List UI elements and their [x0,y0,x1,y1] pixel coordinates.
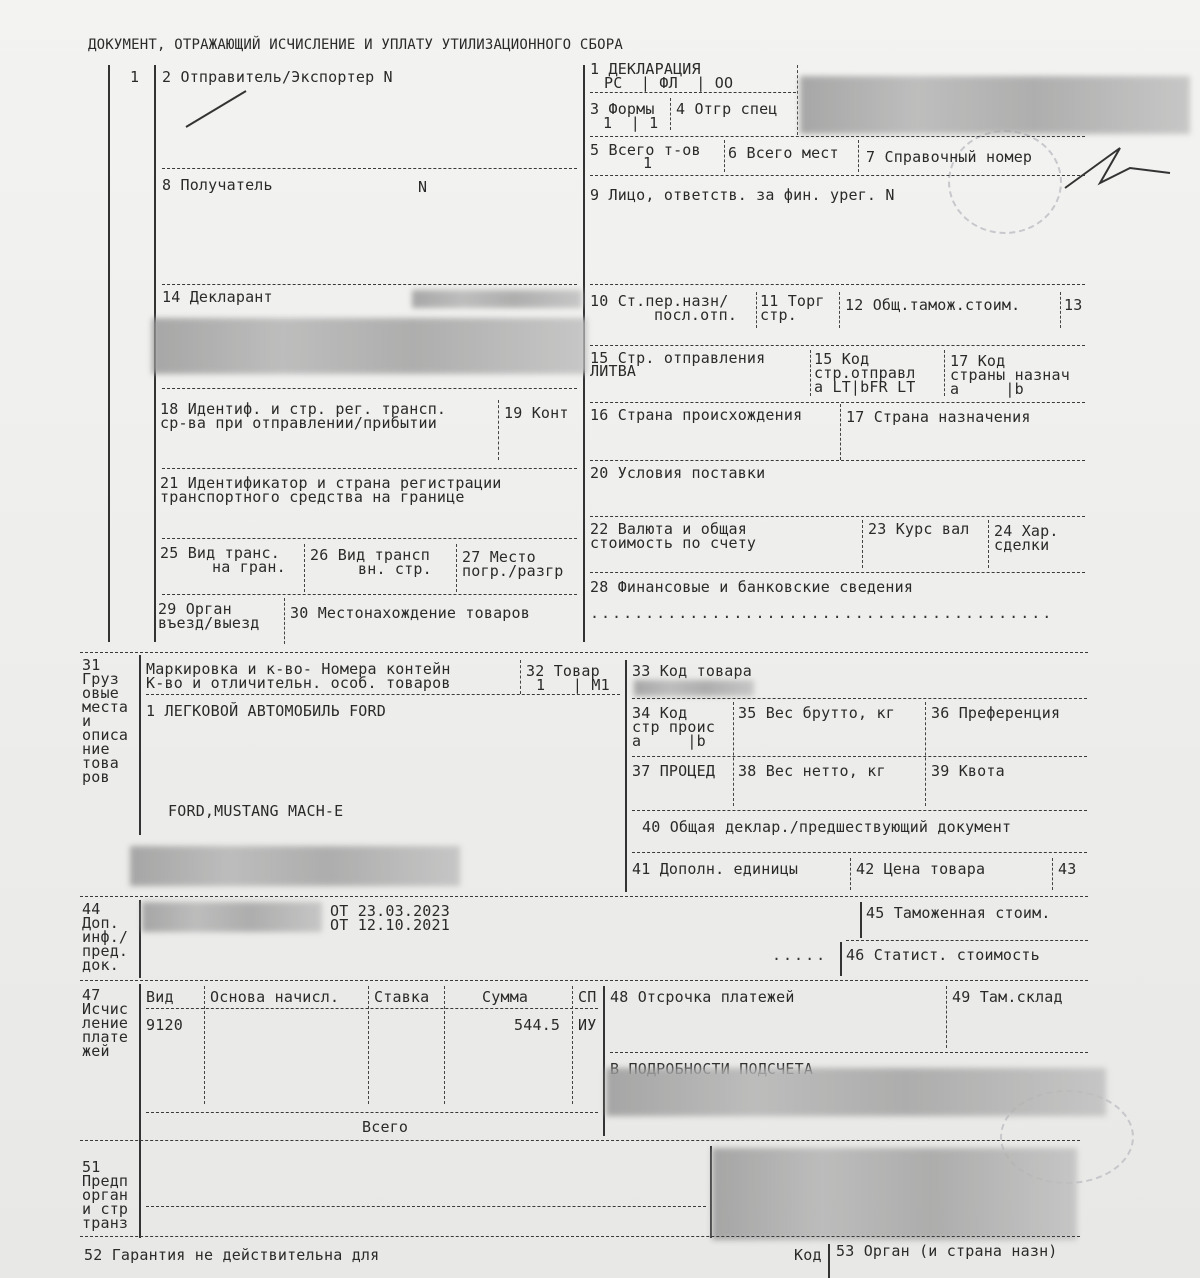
field-34-sub: стр проис [632,718,716,736]
field-13-label: 13 [1064,296,1083,314]
field-47-stavka: Ставка [374,988,430,1006]
payment-amount: 544.5 [514,1016,561,1034]
field-51-label-1: 51 [82,1158,101,1176]
goods-description: 1 ЛЕГКОВОЙ АВТОМОБИЛЬ FORD [146,702,386,720]
field-39-label: 39 Квота [931,762,1005,780]
field-52-code: Код [794,1246,822,1264]
field-47-label-2: Исчис [82,1000,129,1018]
divider [456,544,457,592]
field-29-sub: въезд/выезд [158,614,260,632]
field-48-label: 48 Отсрочка платежей [610,988,795,1006]
field-53-label: 53 Орган (и страна назн) [836,1242,1058,1260]
field-44-label-1: 44 [82,900,101,918]
field-5-value: 1 [643,154,653,172]
divider [162,468,577,469]
divider [944,350,945,396]
redacted-field [712,1148,1077,1240]
field-44-label-3: инф./ [82,928,129,946]
field-47-osnova: Основа начисл. [210,988,340,1006]
frame-line [139,900,141,978]
divider [590,175,1085,176]
field-44-label-5: док. [82,956,119,974]
divider [146,1008,598,1009]
divider [162,538,577,539]
frame-line [840,942,842,976]
divider [80,652,1088,653]
divider [162,388,577,389]
field-8-n: N [418,178,428,196]
field-22-sub: стоимость по счету [590,534,757,552]
frame-line [828,1244,830,1278]
frame-line [139,1144,141,1238]
frame-line [625,660,627,892]
field-15-label: 15 Стр. отправления [590,349,766,367]
redacted-field [142,902,322,932]
field-29-label: 29 Орган [158,600,232,618]
field-44-date-2: ОТ 12.10.2021 [330,916,450,934]
field-31-label-2: Груз [82,670,119,688]
divider [572,986,573,1104]
divider [1060,292,1061,328]
field-17-code-sub: страны назнач [950,366,1070,384]
divider [80,1236,1080,1237]
field-49-label: 49 Там.склад [952,988,1063,1006]
field-17-code-label: 17 Код [950,352,1006,370]
field-7-label: 7 Справочный номер [866,148,1033,166]
field-24-label: 24 Хар. [994,522,1059,540]
field-15-value: ЛИТВА [590,362,637,380]
redacted-field [130,846,460,886]
field-31-header-1: Маркировка и к-во- Номера контейн [146,660,451,678]
divider [946,986,947,1048]
field-22-label: 22 Валюта и общая [590,520,747,538]
divider [368,986,369,1104]
field-27-sub: погр./разгр [462,562,564,580]
divider [632,852,1087,853]
field-31-label-4: места [82,698,129,716]
redacted-field [800,76,1190,134]
divider [810,350,811,396]
field-26-label: 26 Вид трансп [310,546,430,564]
field-10-label: 10 Ст.пер.назн/ [590,292,729,310]
divider [444,986,445,1104]
frame-line [603,986,605,1136]
field-11-sub: стр. [760,306,797,324]
divider [590,516,1085,517]
field-38-label: 38 Вес нетто, кг [738,762,886,780]
field-31-label-1: 31 [82,656,101,674]
field-47-vid: Вид [146,988,174,1006]
field-32-label: 32 Товар [526,662,600,680]
divider [590,92,796,93]
divider [146,1112,598,1113]
divider [858,140,859,172]
frame-line [139,984,141,1144]
divider [590,284,1085,285]
field-47-label-1: 47 [82,986,101,1004]
field-51-label-3: орган [82,1186,129,1204]
field-37-label: 37 ПРОЦЕД [632,762,716,780]
divider [162,168,577,169]
field-31-label-8: това [82,754,119,772]
frame-line [139,655,141,835]
field-26-sub: вн. стр. [358,560,432,578]
field-21-sub: транспортного средства на границе [160,488,465,506]
divider [632,810,1087,811]
divider [724,140,725,172]
payment-total-label: Всего [362,1118,409,1136]
payment-code: 9120 [146,1016,183,1034]
field-52-label: 52 Гарантия не действительна для [84,1246,380,1264]
divider [925,702,926,806]
field-47-sp: СП [578,988,597,1006]
divider [862,520,863,568]
field-15-code-value: a LT|bFR LT [814,378,916,396]
field-10-sub: посл.отп. [654,306,738,324]
goods-model: FORD,MUSTANG MACH-E [168,802,344,820]
field-4-label: 4 Отгр спец [676,100,778,118]
field-31-label-9: ров [82,768,110,786]
field-16-label: 16 Страна происхождения [590,406,803,424]
divider [590,402,1085,403]
divider [610,1052,1088,1053]
divider [284,598,285,644]
divider [204,986,205,1104]
divider [850,858,851,890]
dotted-line: .......................................... [590,604,1054,622]
divider [839,292,840,328]
divider [80,896,1088,897]
divider [146,694,620,695]
dotted-line: ..... [772,946,828,964]
field-36-label: 36 Преференция [931,704,1061,722]
field-47-label-5: жей [82,1042,110,1060]
field-15-code-label: 15 Код [814,350,870,368]
field-15-code-sub: стр.отправл [814,364,916,382]
field-18-sub: ср-ва при отправлении/прибытии [160,414,437,432]
field-19-label: 19 Конт [504,404,569,422]
field-46-label: 46 Статист. стоимость [846,946,1040,964]
field-3-label: 3 Формы [590,100,655,118]
field-28-label: 28 Финансовые и банковские сведения [590,578,914,596]
field-25-sub: на гран. [212,558,286,576]
field-8-label: 8 Получатель [162,176,273,194]
field-31-label-3: овые [82,684,119,702]
field-6-label: 6 Всего мест [728,144,839,162]
field-17-label: 17 Страна назначения [846,408,1031,426]
frame-line [797,65,798,135]
signature [1060,128,1180,198]
divider [590,460,1085,461]
document-header: ДОКУМЕНТ, ОТРАЖАЮЩИЙ ИСЧИСЛЕНИЕ И УПЛАТУ УТИЛИЗАЦИОННОГО СБОРА [88,37,623,53]
stamp [948,130,1062,234]
field-31-header-2: К-во и отличительн. особ. товаров [146,674,451,692]
field-27-label: 27 Место [462,548,536,566]
divider [304,544,305,592]
field-47-label-4: плате [82,1028,129,1046]
field-1-options: РС | ФЛ | ОО [604,74,734,92]
field-14-label: 14 Декларант [162,288,273,306]
field-31-label-7: ние [82,740,110,758]
divider [590,345,1085,346]
pen-mark [180,85,260,135]
field-2-label: 2 Отправитель/Экспортер N [162,68,393,86]
redacted-field [606,1068,1106,1116]
divider [632,698,1087,699]
field-17-code-value: a |b [950,380,1024,398]
field-41-label: 41 Дополн. единицы [632,860,799,878]
field-44-label-2: Доп. [82,914,119,932]
field-30-label: 30 Местонахождение товаров [290,604,530,622]
field-25-label: 25 Вид транс. [160,544,280,562]
divider [80,1140,1080,1141]
divider [590,136,1085,137]
field-51-label-4: и стр [82,1200,129,1218]
field-31-label-6: описа [82,726,129,744]
field-45-label: 45 Таможенная стоим. [866,904,1051,922]
divider [632,756,1087,757]
divider [498,400,499,460]
field-34-value: a |b [632,732,706,750]
field-20-label: 20 Условия поставки [590,464,766,482]
field-40-label: 40 Общая деклар./предшествующий документ [642,818,1012,836]
redacted-field [634,680,754,696]
divider [756,292,757,328]
field-1-label: 1 ДЕКЛАРАЦИЯ [590,60,701,78]
redacted-field [412,290,582,308]
divider [520,660,521,694]
field-31-label-5: и [82,712,92,730]
field-33-label: 33 Код товара [632,662,752,680]
field-35-label: 35 Вес брутто, кг [738,704,895,722]
field-11-label: 11 Торг [760,292,825,310]
payment-method: ИУ [578,1016,597,1034]
field-34-label: 34 Код [632,704,688,722]
field-24-sub: сделки [994,536,1050,554]
field-44-date-1: ОТ 23.03.2023 [330,902,450,920]
field-44-label-4: пред. [82,942,129,960]
divider [162,284,577,285]
field-3-value: 1 | 1 [603,114,659,132]
divider [80,980,1088,981]
field-5-label: 5 Всего т-ов [590,141,701,159]
field-51-label-5: транз [82,1214,129,1232]
divider [846,940,1088,941]
field-42-label: 42 Цена товара [856,860,986,878]
redacted-field [152,318,587,374]
field-9-label: 9 Лицо, ответств. за фин. урег. N [590,186,895,204]
field-32-value: 1 | M1 [536,676,610,694]
sheet-number: 1 [130,68,140,86]
field-43-label: 43 [1058,860,1077,878]
field-21-label: 21 Идентификатор и страна регистрации [160,474,502,492]
divider [1052,858,1053,890]
divider [162,594,577,595]
divider [670,98,671,130]
frame-line [860,902,862,938]
field-23-label: 23 Курс вал [868,520,970,538]
field-51-label-2: Предп [82,1172,129,1190]
divider [840,404,841,460]
divider [590,572,1085,573]
frame-line [108,65,110,642]
field-47-label-3: ление [82,1014,129,1032]
field-12-label: 12 Общ.тамож.стоим. [845,296,1021,314]
field-47-summa: Сумма [482,988,529,1006]
divider [733,702,734,806]
divider [146,1206,706,1207]
divider [988,520,989,568]
field-18-label: 18 Идентиф. и стр. рег. трансп. [160,400,447,418]
